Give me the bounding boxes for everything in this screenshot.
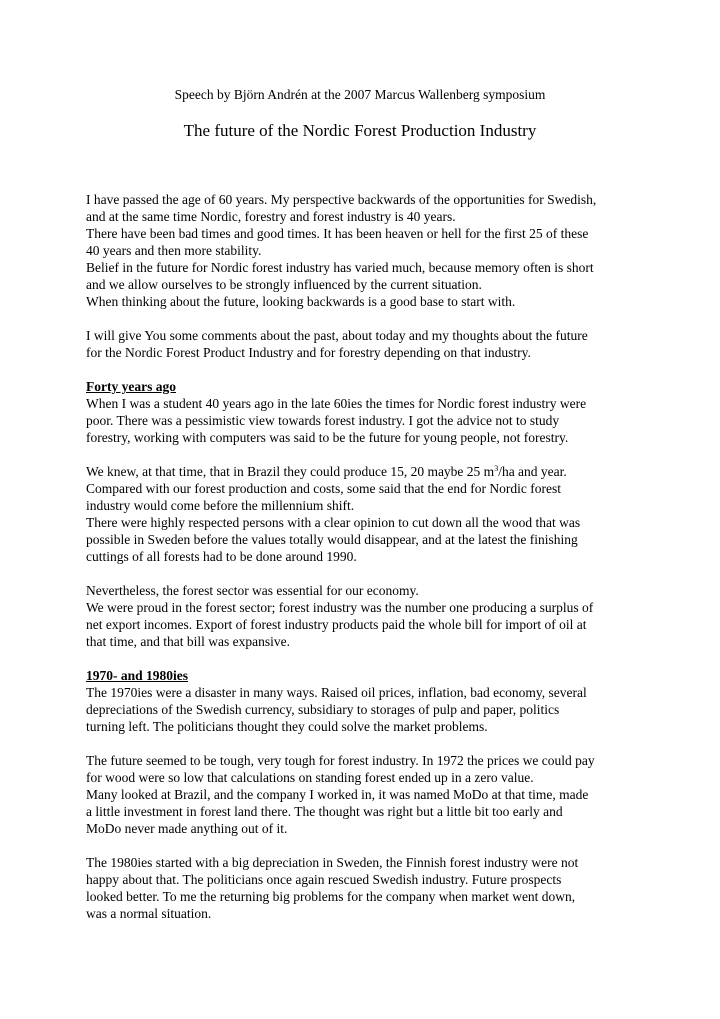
- text-line: I will give You some comments about the past, about today and my thoughts about the future: [86, 328, 588, 343]
- text-line: a little investment in forest land there. The thought was right but a little bit too early and: [86, 804, 563, 819]
- text-line: turning left. The politicians thought they could solve the market problems.: [86, 719, 488, 734]
- text-line: that time, and that bill was expansive.: [86, 634, 290, 649]
- text-line: Belief in the future for Nordic forest industry has varied much, because memory often is short: [86, 260, 594, 275]
- paragraph-1980ies: [86, 854, 646, 922]
- text-line: poor. There was a pessimistic view towards forest industry. I got the advice not to study: [86, 413, 560, 428]
- text-fragment: /ha and year.: [498, 464, 567, 479]
- paragraph-gap: [86, 446, 646, 463]
- text-line: The 1970ies were a disaster in many ways. Raised oil prices, inflation, bad economy, several: [86, 685, 587, 700]
- section-heading-1970-1980ies: 1970- and 1980ies: [86, 668, 189, 683]
- text-line: There were highly respected persons with a clear opinion to cut down all the wood that was: [86, 515, 581, 530]
- text-line: cuttings of all forests had to be done around 1990.: [86, 549, 357, 564]
- text-line: for the Nordic Forest Product Industry and for forestry depending on that industry.: [86, 345, 531, 360]
- text-line: [86, 463, 646, 480]
- text-line: There have been bad times and good times. It has been heaven or hell for the first 25 of these: [86, 226, 589, 241]
- text-line: Many looked at Brazil, and the company I worked in, it was named MoDo at that time, made: [86, 787, 589, 802]
- paragraph-brazil: [86, 463, 646, 565]
- text-line: When I was a student 40 years ago in the late 60ies the times for Nordic forest industry were: [86, 396, 587, 411]
- paragraph-tough-future: [86, 752, 646, 837]
- text-line: for wood were so low that calculations on standing forest ended up in a zero value.: [86, 770, 534, 785]
- text-line: industry would come before the millennium shift.: [86, 498, 355, 513]
- text-line: was a normal situation.: [86, 906, 212, 921]
- paragraph-gap: [86, 565, 646, 582]
- paragraph-intro: [86, 191, 646, 310]
- text-line: net export incomes. Export of forest industry products paid the whole bill for import of oil at: [86, 617, 587, 632]
- text-line: The 1980ies started with a big depreciation in Sweden, the Finnish forest industry were not: [86, 855, 579, 870]
- paragraph-gap: [86, 837, 646, 854]
- document-title: The future of the Nordic Forest Production Industry: [183, 121, 537, 140]
- section-heading-forty-years-ago: Forty years ago: [86, 379, 176, 394]
- paragraph-gap: [86, 361, 646, 378]
- text-line: possible in Sweden before the values totally would disappear, and at the latest the finishing: [86, 532, 578, 547]
- paragraph-overview: [86, 327, 646, 361]
- text-line: happy about that. The politicians once again rescued Swedish industry. Future prospects: [86, 872, 562, 887]
- text-line: and at the same time Nordic, forestry and forest industry is 40 years.: [86, 209, 456, 224]
- text-line: When thinking about the future, looking backwards is a good base to start with.: [86, 294, 516, 309]
- paragraph-gap: [86, 310, 646, 327]
- text-line: The future seemed to be tough, very tough for forest industry. In 1972 the prices we could pay: [86, 753, 595, 768]
- document-body: [86, 191, 646, 922]
- text-line: Compared with our forest production and costs, some said that the end for Nordic forest: [86, 481, 562, 496]
- text-line: We were proud in the forest sector; forest industry was the number one producing a surplus of: [86, 600, 594, 615]
- paragraph-student-years: [86, 395, 646, 446]
- text-line: depreciations of the Swedish currency, subsidiary to storages of pulp and paper, politics: [86, 702, 560, 717]
- paragraph-gap: [86, 650, 646, 667]
- paragraph-1970ies: [86, 684, 646, 735]
- text-line: MoDo never made anything out of it.: [86, 821, 288, 836]
- text-line: looked better. To me the returning big problems for the company when market went down,: [86, 889, 576, 904]
- paragraph-economy: [86, 582, 646, 650]
- paragraph-gap: [86, 735, 646, 752]
- text-line: and we allow ourselves to be strongly influenced by the current situation.: [86, 277, 482, 292]
- text-line: I have passed the age of 60 years. My perspective backwards of the opportunities for Swedish,: [86, 192, 597, 207]
- speech-subtitle: Speech by Björn Andrén at the 2007 Marcus Wallenberg symposium: [174, 87, 546, 102]
- text-line: 40 years and then more stability.: [86, 243, 262, 258]
- superscript: 3: [494, 464, 499, 473]
- text-line: forestry, working with computers was said to be the future for young people, not forestry.: [86, 430, 569, 445]
- text-fragment: We knew, at that time, that in Brazil they could produce 15, 20 maybe 25 m: [86, 464, 495, 479]
- text-line: Nevertheless, the forest sector was essential for our economy.: [86, 583, 419, 598]
